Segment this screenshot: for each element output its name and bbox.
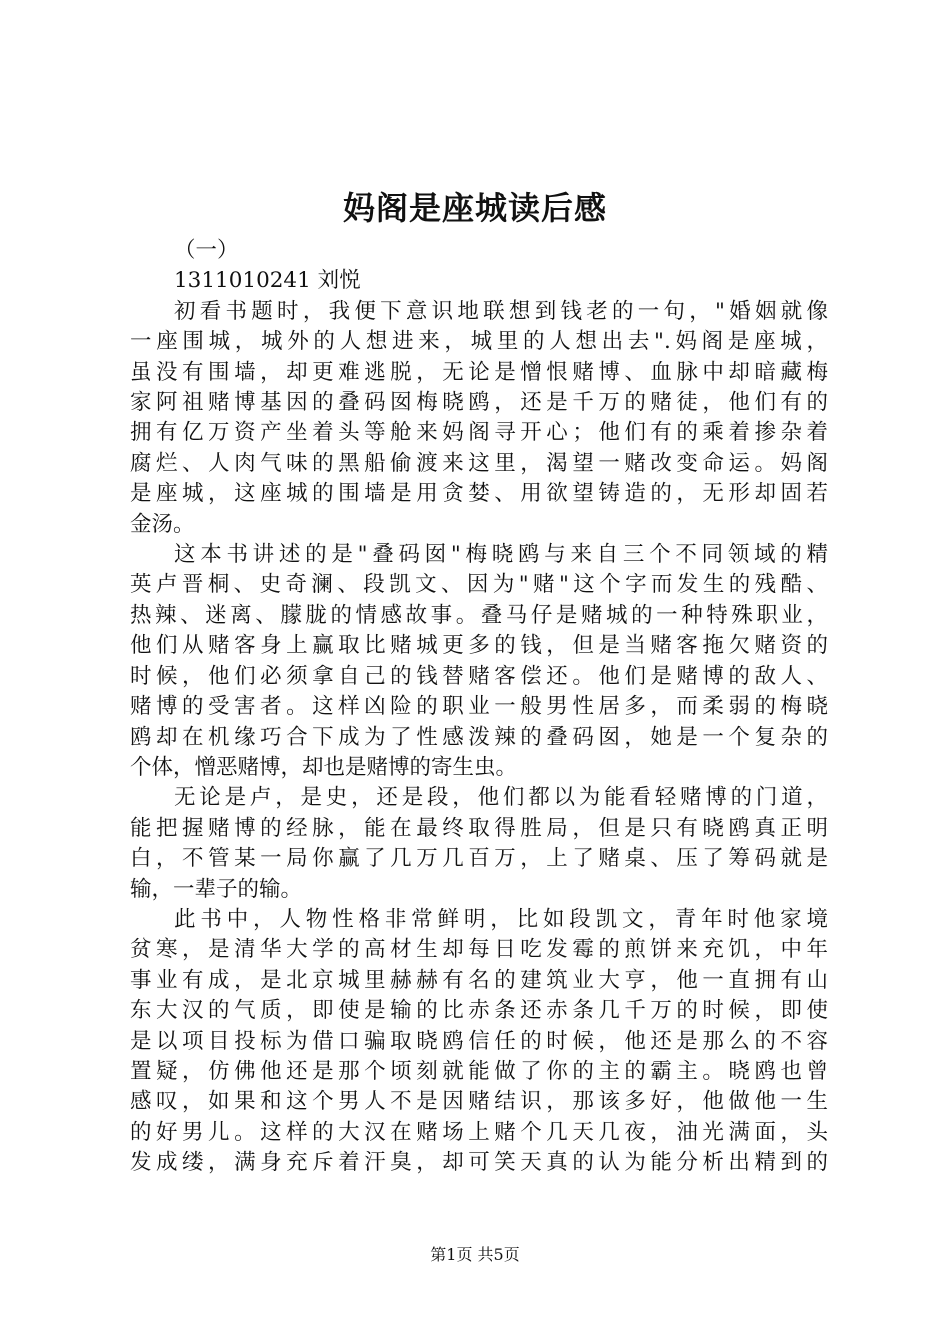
text-line: 腐烂、人肉气味的黑船偷渡来这里，渴望一赌改变命运。妈阁 [130, 450, 828, 476]
text-line: 赌博的受害者。这样凶险的职业一般男性居多，而柔弱的梅晓 [130, 694, 828, 720]
text-line: 金汤。 [130, 511, 195, 537]
text-line: 虽没有围墙，却更难逃脱，无论是憎恨赌博、血脉中却暗藏梅 [130, 359, 828, 385]
text-line: 无论是卢，是史，还是段，他们都以为能看轻赌博的门道， [174, 785, 828, 811]
author-line: 1311010241 刘悦 [174, 268, 361, 294]
text-line: 东大汉的气质，即使是输的比赤条还赤条几千万的时候，即使 [130, 998, 828, 1024]
text-line: 这本书讲述的是"叠码囡"梅晓鸥与来自三个不同领域的精 [174, 542, 828, 568]
text-line: 感叹，如果和这个男人不是因赌结识，那该多好，他做他一生 [130, 1089, 828, 1115]
text-line: 输，一辈子的输。 [130, 876, 303, 902]
text-line: 事业有成，是北京城里赫赫有名的建筑业大亨，他一直拥有山 [130, 967, 828, 993]
text-line: 英卢晋桐、史奇澜、段凯文、因为"赌"这个字而发生的残酷、 [130, 572, 828, 598]
text-line: 时候，他们必须拿自己的钱替赌客偿还。他们是赌博的敌人、 [130, 663, 828, 689]
text-line: 能把握赌博的经脉，能在最终取得胜局，但是只有晓鸥真正明 [130, 815, 828, 841]
page-footer: 第1页 共5页 [430, 1245, 520, 1264]
text-line: 热辣、迷离、朦胧的情感故事。叠马仔是赌城的一种特殊职业， [130, 602, 828, 628]
text-line: 一座围城，城外的人想进来，城里的人想出去".妈阁是座城， [130, 329, 828, 355]
text-line: 个体，憎恶赌博，却也是赌博的寄生虫。 [130, 754, 518, 780]
text-line: 的好男儿。这样的大汉在赌场上赌个几天几夜，油光满面，头 [130, 1119, 828, 1145]
text-line: 家阿祖赌博基因的叠码囡梅晓鸥，还是千万的赌徒，他们有的 [130, 390, 828, 416]
section-label: （一） [174, 238, 239, 263]
text-line: 是以项目投标为借口骗取晓鸥信任的时候，他还是那么的不容 [130, 1028, 828, 1054]
text-line: 白，不管某一局你赢了几万几百万，上了赌桌、压了筹码就是 [130, 846, 828, 872]
text-line: 拥有亿万资产坐着头等舱来妈阁寻开心；他们有的乘着掺杂着 [130, 420, 828, 446]
text-line: 他们从赌客身上赢取比赌城更多的钱，但是当赌客拖欠赌资的 [130, 633, 828, 659]
text-line: 鸥却在机缘巧合下成为了性感泼辣的叠码囡，她是一个复杂的 [130, 724, 828, 750]
text-line: 此书中，人物性格非常鲜明，比如段凯文，青年时他家境 [174, 906, 828, 932]
text-line: 贫寒，是清华大学的高材生却每日吃发霉的煎饼来充饥，中年 [130, 937, 828, 963]
text-line: 发成缕，满身充斥着汗臭，却可笑天真的认为能分析出精到的 [130, 1150, 828, 1176]
text-line: 初看书题时，我便下意识地联想到钱老的一句，"婚姻就像 [174, 298, 828, 324]
text-line: 置疑，仿佛他还是那个顷刻就能做了你的主的霸主。晓鸥也曾 [130, 1058, 828, 1084]
text-line: 是座城，这座城的围墙是用贪婪、用欲望铸造的，无形却固若 [130, 481, 828, 507]
document-title: 妈阁是座城读后感 [342, 189, 607, 227]
document-body [130, 236, 828, 1179]
